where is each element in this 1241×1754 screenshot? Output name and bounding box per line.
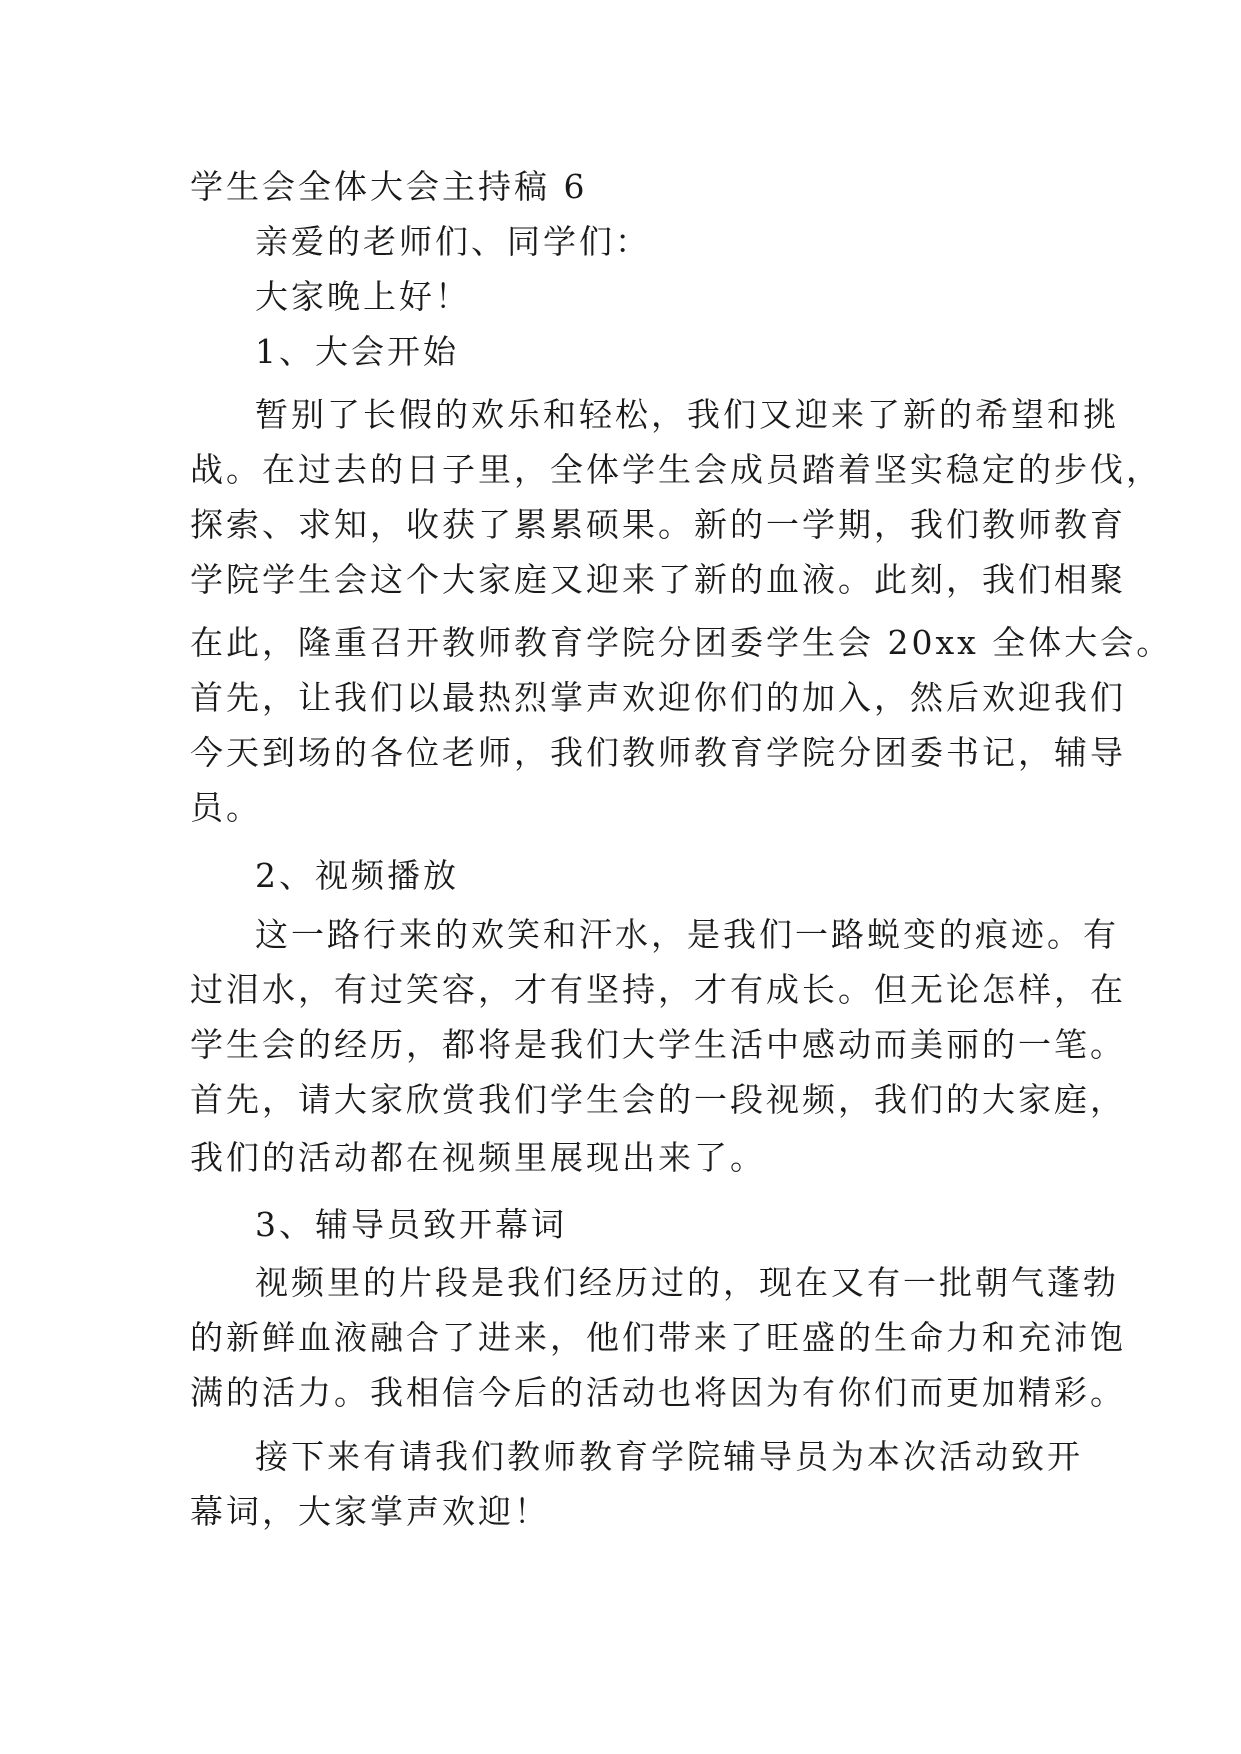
paragraph-line: 幕词，大家掌声欢迎！ <box>190 1492 550 1531</box>
section-heading-1: 1、大会开始 <box>255 332 459 371</box>
salutation: 亲爱的老师们、同学们： <box>255 222 651 261</box>
paragraph-line: 满的活力。我相信今后的活动也将因为有你们而更加精彩。 <box>190 1373 1126 1412</box>
paragraph-line: 接下来有请我们教师教育学院辅导员为本次活动致开 <box>255 1437 1083 1476</box>
paragraph-line: 学院学生会这个大家庭又迎来了新的血液。此刻，我们相聚 <box>190 560 1126 599</box>
paragraph-line: 这一路行来的欢笑和汗水，是我们一路蜕变的痕迹。有 <box>255 915 1119 954</box>
paragraph-line: 暂别了长假的欢乐和轻松，我们又迎来了新的希望和挑 <box>255 395 1119 434</box>
paragraph-line: 今天到场的各位老师，我们教师教育学院分团委书记，辅导 <box>190 733 1126 772</box>
paragraph-line: 探索、求知，收获了累累硕果。新的一学期，我们教师教育 <box>190 505 1126 544</box>
paragraph-line: 首先，请大家欣赏我们学生会的一段视频，我们的大家庭， <box>190 1080 1126 1119</box>
paragraph-line: 首先，让我们以最热烈掌声欢迎你们的加入，然后欢迎我们 <box>190 678 1126 717</box>
paragraph-line: 我们的活动都在视频里展现出来了。 <box>190 1138 766 1177</box>
paragraph-line: 在此，隆重召开教师教育学院分团委学生会 20xx 全体大会。 <box>190 623 1173 662</box>
paragraph-line: 过泪水，有过笑容，才有坚持，才有成长。但无论怎样，在 <box>190 970 1126 1009</box>
paragraph-line: 的新鲜血液融合了进来，他们带来了旺盛的生命力和充沛饱 <box>190 1318 1126 1357</box>
paragraph-line: 学生会的经历，都将是我们大学生活中感动而美丽的一笔。 <box>190 1025 1126 1064</box>
paragraph-line: 视频里的片段是我们经历过的，现在又有一批朝气蓬勃 <box>255 1263 1119 1302</box>
greeting: 大家晚上好！ <box>255 277 471 316</box>
paragraph-line: 战。在过去的日子里，全体学生会成员踏着坚实稳定的步伐， <box>190 450 1162 489</box>
paragraph-line: 员。 <box>190 788 262 827</box>
section-heading-3: 3、辅导员致开幕词 <box>255 1205 567 1244</box>
section-heading-2: 2、视频播放 <box>255 856 459 895</box>
document-title: 学生会全体大会主持稿 6 <box>190 167 588 206</box>
